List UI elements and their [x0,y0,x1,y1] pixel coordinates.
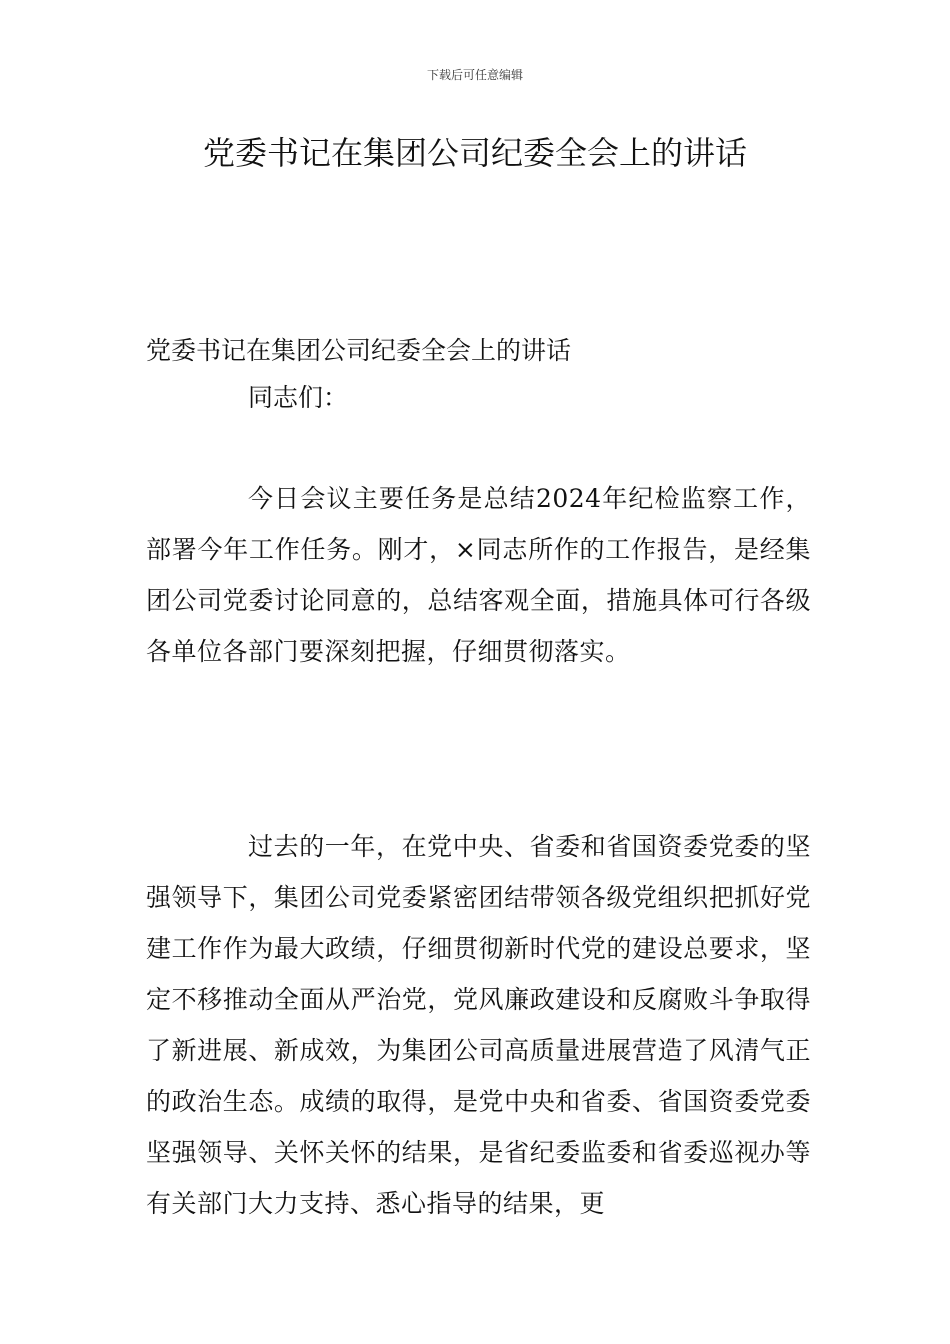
header-note: 下载后可任意编辑 [426,68,523,82]
document-title: 党委书记在集团公司纪委全会上的讲话 [202,134,747,172]
paragraph: 过去的一年，在党中央、省委和省国资委党委的坚强领导下，集团公司党委紧密团结带领各级党组织把抓好党建工作作为最大政绩，仔细贯彻新时代党的建设总要求，坚定不移推动全面从严治党，党风廉政建设和反腐败斗争取得了新进展、新成效，为集团公司高质量进展营造了风清气正的政治生态。成绩的取得，是党中央和省委、省国资委党委坚强领导、关怀关怀的结果，是省纪委监委和省委巡视办等有关部门大力支持、悉心指导的结果，更 [146,832,811,1218]
salutation: 同志们： [248,383,349,412]
paragraph: 今日会议主要任务是总结2024年纪检监察工作，部署今年工作任务。刚才，×同志所作的工作报告，是经集团公司党委讨论同意的，总结客观全面，措施具体可行各级各单位各部门要深刻把握，仔细贯彻落实。 [146,484,811,666]
body-heading: 党委书记在集团公司纪委全会上的讲话 [146,336,572,365]
